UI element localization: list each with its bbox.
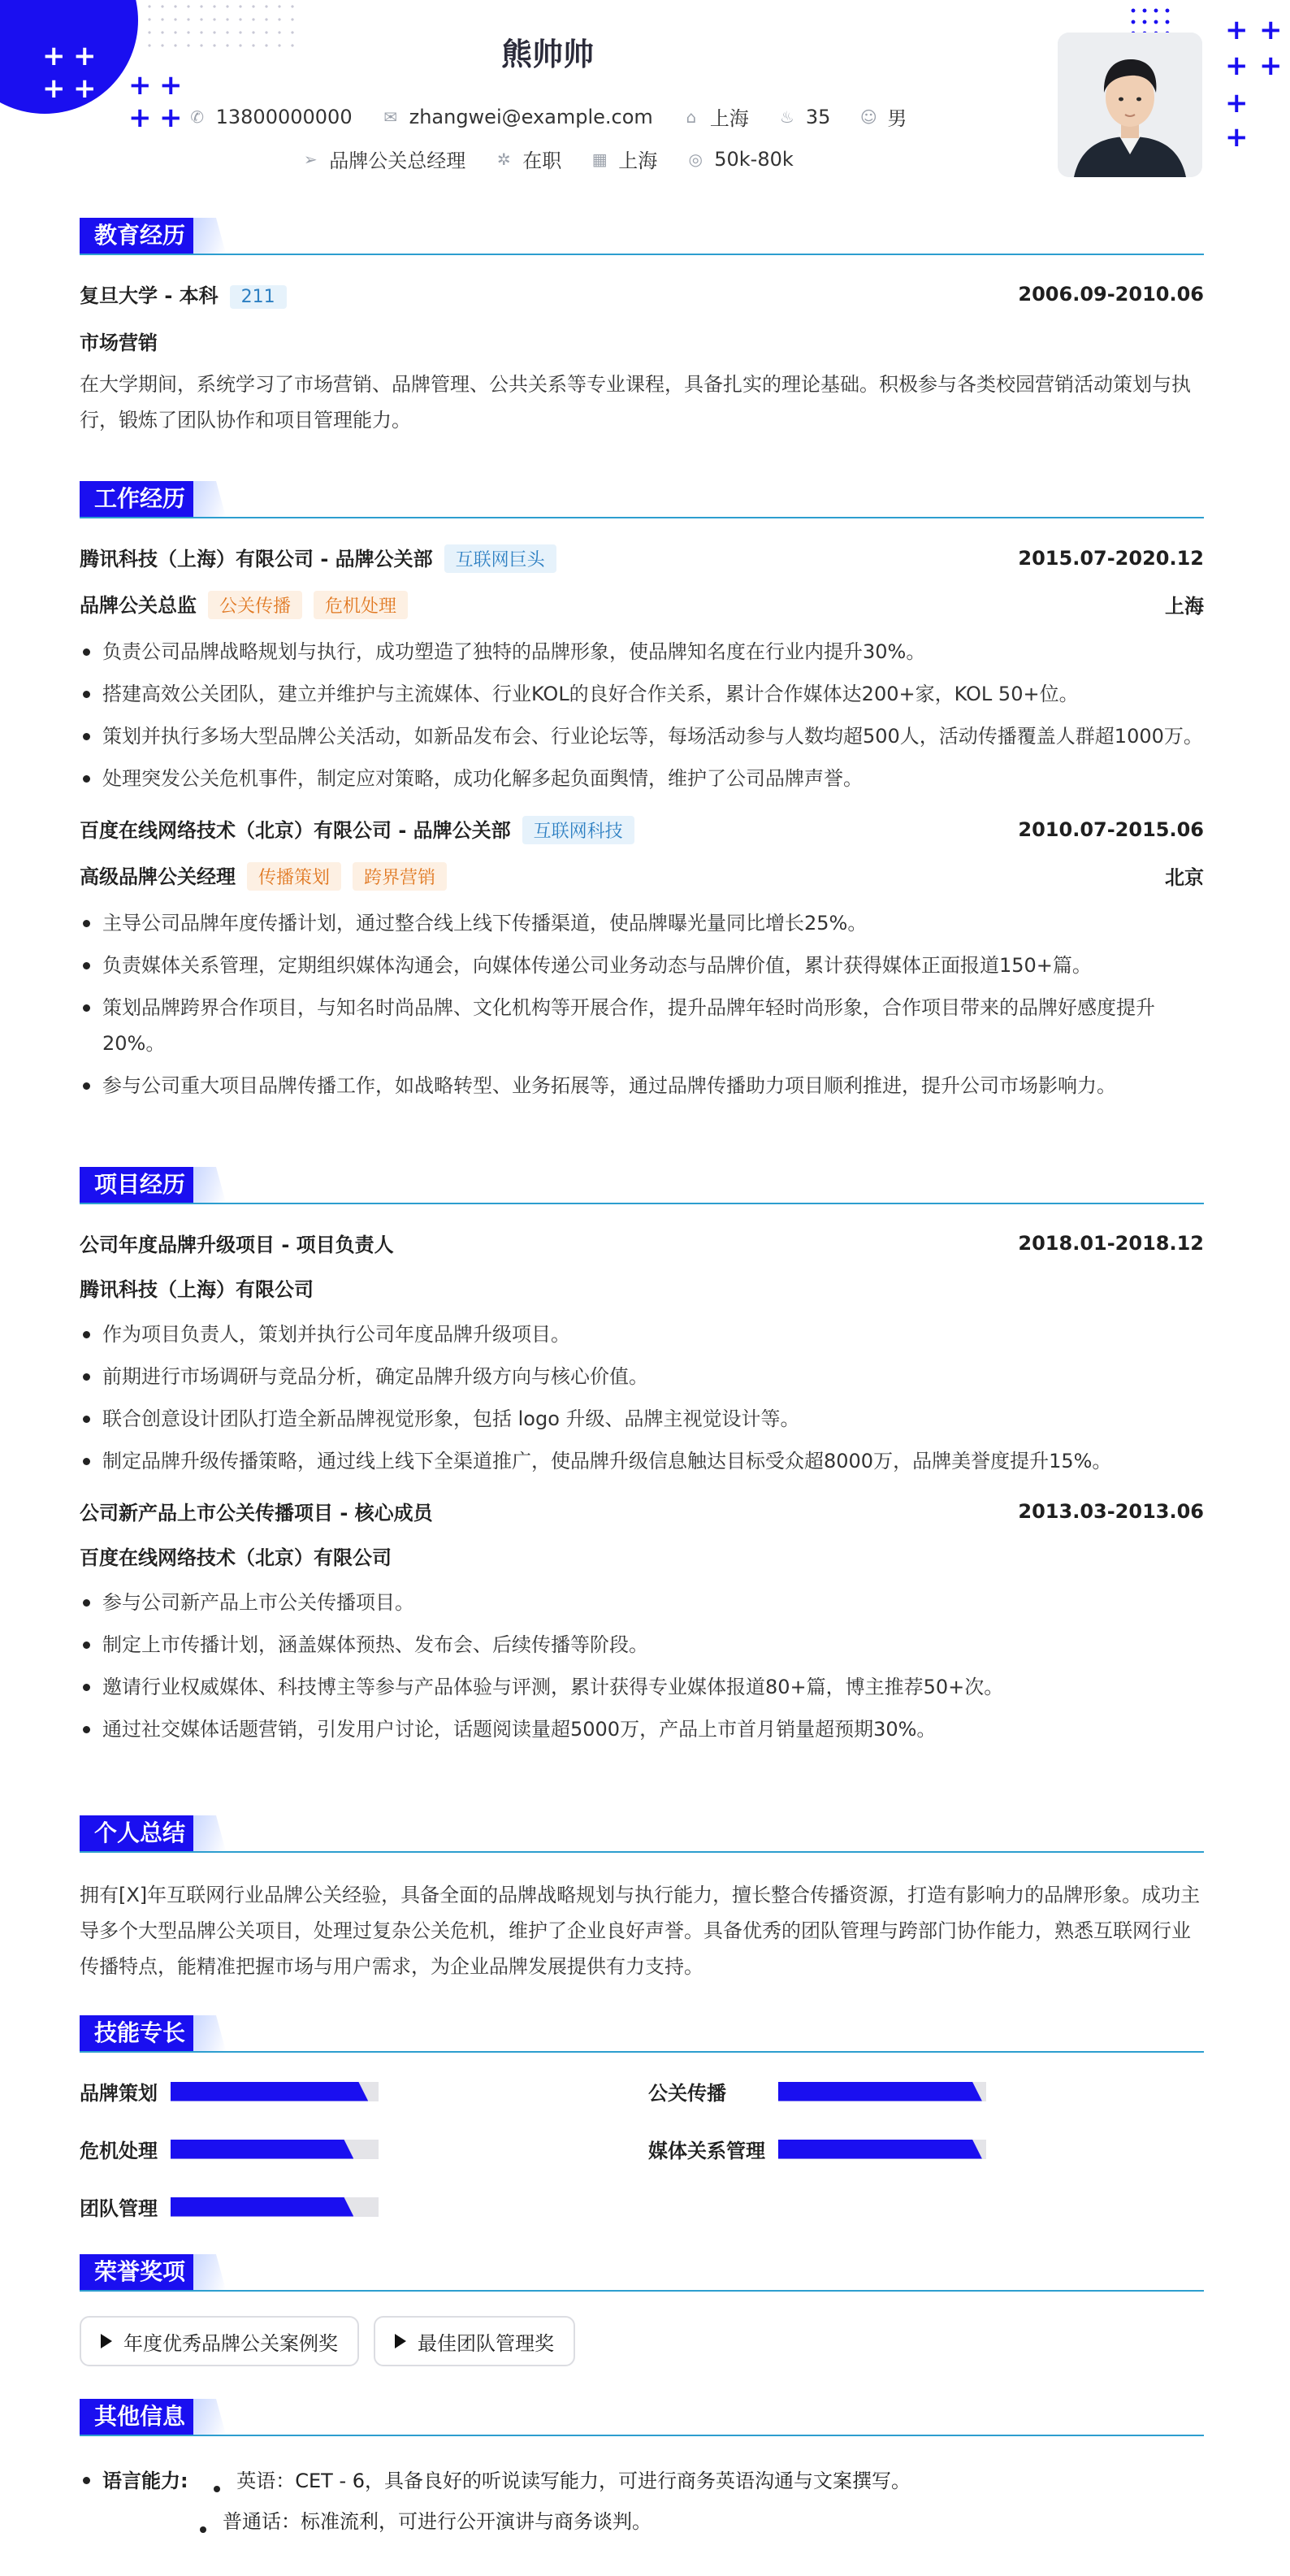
skills-section — [80, 2015, 1204, 2221]
school-tag: 211 — [230, 285, 287, 309]
skill-bar-fill — [171, 2082, 368, 2101]
section-header — [80, 481, 1204, 518]
section-title: 其他信息 — [80, 2399, 200, 2435]
play-icon — [395, 2334, 406, 2348]
language-row — [80, 2501, 1204, 2542]
job-city: 北京 — [1165, 866, 1204, 889]
skill-name: 媒体关系管理 — [648, 2140, 765, 2162]
skill-bar — [778, 2082, 986, 2101]
skill-name: 品牌策划 — [80, 2082, 158, 2105]
contact-city — [682, 102, 749, 131]
company-tag: 互联网科技 — [522, 816, 634, 844]
intent-city — [591, 145, 657, 173]
mail-icon: ✉ — [383, 106, 397, 127]
section-header — [80, 1167, 1204, 1204]
language-row — [80, 2461, 1204, 2501]
plus-icon: + — [73, 72, 97, 105]
list-item: 制定品牌升级传播策略，通过线上线下全渠道推广，使品牌升级信息触达目标受众超8000万，品牌美誉度提升15%。 — [80, 1443, 1204, 1479]
skill-bar — [171, 2082, 379, 2101]
play-icon — [101, 2334, 112, 2348]
list-item: 参与公司重大项目品牌传播工作，如战略转型、业务拓展等，通过品牌传播助力项目顺利推进，提升公司市场影响力。 — [80, 1068, 1204, 1104]
plus-icon: + — [1259, 50, 1283, 82]
section-title: 技能专长 — [80, 2015, 200, 2051]
cake-icon: ♨ — [779, 106, 794, 127]
job-entry — [80, 543, 1204, 796]
section-title-decor — [193, 1815, 226, 1851]
education-section — [80, 218, 1204, 438]
skill-tag: 跨界营销 — [353, 862, 447, 891]
section-title: 工作经历 — [80, 481, 200, 517]
skill-tag: 公关传播 — [208, 591, 302, 619]
job-role: 高级品牌公关经理 — [80, 865, 236, 888]
candidate-name: 熊帅帅 — [500, 37, 594, 72]
plus-icon: + — [42, 72, 66, 105]
job-role-row — [80, 861, 1204, 891]
language-label: 语言能力: — [102, 2470, 188, 2492]
plus-icon: + — [42, 40, 66, 72]
section-title: 个人总结 — [80, 1815, 200, 1851]
gender-text: 男 — [887, 107, 907, 130]
project-header — [80, 1497, 1204, 1525]
award-item — [80, 2316, 359, 2366]
phone-text: 13800000000 — [215, 105, 353, 128]
decor-dots — [1128, 5, 1176, 34]
skill-bar — [171, 2140, 379, 2159]
avatar-icon — [1058, 33, 1202, 177]
plus-icon: + — [1225, 87, 1249, 119]
skill-tag: 危机处理 — [314, 591, 408, 619]
section-title-decor — [193, 2399, 226, 2435]
list-item: 通过社交媒体话题营销，引发用户讨论，话题阅读量超5000万，产品上市首月销量超预期30%。 — [80, 1711, 1204, 1747]
section-header — [80, 2254, 1204, 2292]
company-tag: 互联网巨头 — [444, 544, 556, 573]
plus-icon: + — [73, 40, 97, 72]
contact-age — [778, 102, 831, 131]
skill-bar — [778, 2140, 986, 2159]
list-item: 制定上市传播计划，涵盖媒体预热、发布会、后续传播等阶段。 — [80, 1627, 1204, 1663]
plus-icon: + — [128, 69, 152, 102]
section-title-decor — [193, 2254, 226, 2290]
send-icon: ➢ — [303, 149, 318, 169]
language-item — [204, 2470, 911, 2492]
job-period: 2010.07-2015.06 — [1018, 817, 1204, 841]
age-text: 35 — [805, 105, 831, 128]
award-item — [374, 2316, 575, 2366]
intent-city-text: 上海 — [618, 150, 658, 172]
section-title: 项目经历 — [80, 1167, 200, 1203]
contact-email — [382, 102, 653, 131]
bullet-dot — [200, 2526, 206, 2533]
skill-name: 公关传播 — [648, 2082, 726, 2105]
project-period: 2018.01-2018.12 — [1018, 1231, 1204, 1255]
project-name: 公司年度品牌升级项目 - 项目负责人 — [80, 1234, 394, 1256]
position-text: 品牌公关总经理 — [329, 150, 466, 172]
plus-icon: + — [1225, 14, 1249, 46]
major: 市场营销 — [80, 332, 158, 354]
job-period: 2015.07-2020.12 — [1018, 546, 1204, 570]
section-title: 荣誉奖项 — [80, 2254, 200, 2290]
salary-text: 50k-80k — [714, 147, 794, 171]
job-bullets — [80, 905, 1204, 1104]
list-item: 负责媒体关系管理，定期组织媒体沟通会，向媒体传递公司业务动态与品牌价值，累计获得媒体正面报道150+篇。 — [80, 948, 1204, 983]
summary-section — [80, 1815, 1204, 1984]
project-company: 腾讯科技（上海）有限公司 — [80, 1278, 314, 1301]
intent-salary — [686, 145, 794, 173]
language-text: 英语：CET - 6，具备良好的听说读写能力，可进行商务英语沟通与文案撰写。 — [236, 2470, 911, 2492]
job-bullets — [80, 634, 1204, 796]
project-entry — [80, 1229, 1204, 1479]
language-item — [200, 2510, 651, 2533]
skill-item — [80, 2077, 648, 2105]
plus-icon: + — [1225, 50, 1249, 82]
skill-item — [80, 2192, 648, 2221]
status-icon: ✲ — [496, 149, 511, 169]
job-header — [80, 814, 1204, 844]
section-title-decor — [193, 2015, 226, 2051]
section-title-decor — [193, 218, 226, 254]
skill-bar-fill — [778, 2082, 982, 2101]
section-header — [80, 218, 1204, 255]
work-section — [80, 481, 1204, 1110]
plus-icon: + — [128, 102, 152, 134]
list-item: 联合创意设计团队打造全新品牌视觉形象，包括 logo 升级、品牌主视觉设计等。 — [80, 1401, 1204, 1437]
summary-text: 拥有[X]年互联网行业品牌公关经验，具备全面的品牌战略规划与执行能力，擅长整合传播资源，打造有影响力的品牌形象。成功主导多个大型品牌公关项目，处理过复杂公关危机，维护了企业良好声誉。具备优秀的团队管理与跨部门协作能力，熟悉互联网行业传播特点，能精准把握市场与用户需求，为企业品牌发展提供有力支持。 — [80, 1884, 1201, 1978]
job-entry — [80, 814, 1204, 1104]
education-description: 在大学期间，系统学习了市场营销、品牌管理、公共关系等专业课程，具备扎实的理论基础。积极参与各类校园营销活动策划与执行，锻炼了团队协作和项目管理能力。 — [80, 373, 1191, 432]
list-item: 参与公司新产品上市公关传播项目。 — [80, 1585, 1204, 1620]
skill-bar-fill — [171, 2140, 353, 2159]
education-row — [80, 280, 1204, 309]
job-role-row — [80, 589, 1204, 619]
education-period: 2006.09-2010.06 — [1018, 283, 1204, 306]
award-label: 年度优秀品牌公关案例奖 — [123, 2331, 338, 2355]
job-header — [80, 543, 1204, 573]
salary-icon: ◎ — [688, 149, 703, 169]
list-item: 负责公司品牌战略规划与执行，成功塑造了独特的品牌形象，使品牌知名度在行业内提升30%。 — [80, 634, 1204, 670]
contact-gender — [859, 102, 907, 131]
other-section — [80, 2399, 1204, 2542]
city-text: 上海 — [709, 107, 749, 130]
section-title-decor — [193, 1167, 226, 1203]
project-bullets — [80, 1316, 1204, 1479]
projects-section — [80, 1167, 1204, 1754]
skills-grid — [80, 2077, 1204, 2221]
honors-section — [80, 2254, 1204, 2366]
project-bullets — [80, 1585, 1204, 1747]
award-label: 最佳团队管理奖 — [418, 2331, 554, 2355]
intent-row — [0, 145, 1095, 173]
skill-name: 危机处理 — [80, 2140, 158, 2162]
contact-phone — [188, 102, 353, 131]
email-text: zhangwei@example.com — [409, 105, 653, 128]
job-city: 上海 — [1165, 595, 1204, 618]
project-header — [80, 1229, 1204, 1257]
project-entry — [80, 1497, 1204, 1747]
list-item: 主导公司品牌年度传播计划，通过整合线上线下传播渠道，使品牌曝光量同比增长25%。 — [80, 905, 1204, 941]
skill-name: 团队管理 — [80, 2197, 158, 2220]
job-company: 腾讯科技（上海）有限公司 - 品牌公关部 — [80, 548, 433, 570]
plus-icon: + — [159, 102, 183, 134]
intent-status — [495, 145, 561, 173]
list-item: 搭建高效公关团队，建立并维护与主流媒体、行业KOL的良好合作关系，累计合作媒体达200+家，KOL 50+位。 — [80, 676, 1204, 712]
skill-bar — [171, 2197, 379, 2217]
section-title: 教育经历 — [80, 218, 200, 254]
home-icon: ⌂ — [686, 106, 697, 127]
job-company: 百度在线网络技术（北京）有限公司 - 品牌公关部 — [80, 819, 511, 842]
section-header — [80, 1815, 1204, 1853]
project-company: 百度在线网络技术（北京）有限公司 — [80, 1546, 392, 1569]
bullet-dot — [83, 2477, 90, 2484]
language-text: 普通话：标准流利，可进行公开演讲与商务谈判。 — [223, 2510, 651, 2533]
job-role: 品牌公关总监 — [80, 594, 197, 617]
skill-item — [80, 2135, 648, 2163]
bullet-dot — [214, 2486, 220, 2492]
contact-row — [0, 102, 1095, 134]
plus-icon: + — [1259, 14, 1283, 46]
list-item: 处理突发公关危机事件，制定应对策略，成功化解多起负面舆情，维护了公司品牌声誉。 — [80, 761, 1204, 796]
list-item: 前期进行市场调研与竞品分析，确定品牌升级方向与核心价值。 — [80, 1359, 1204, 1394]
avatar-photo — [1058, 33, 1202, 177]
intent-position — [301, 145, 465, 173]
list-item: 策划品牌跨界合作项目，与知名时尚品牌、文化机构等开展合作，提升品牌年轻时尚形象，合作项目带来的品牌好感度提升20%。 — [80, 990, 1204, 1061]
section-title-decor — [193, 481, 226, 517]
skill-tag: 传播策划 — [247, 862, 341, 891]
awards-list — [80, 2316, 1204, 2366]
phone-icon: ✆ — [190, 106, 204, 127]
skill-item — [648, 2077, 1204, 2105]
building-icon: ▦ — [591, 149, 608, 169]
project-period: 2013.03-2013.06 — [1018, 1499, 1204, 1523]
list-item: 作为项目负责人，策划并执行公司年度品牌升级项目。 — [80, 1316, 1204, 1352]
gender-icon: ☺ — [859, 106, 877, 127]
status-text: 在职 — [522, 150, 562, 172]
plus-icon: + — [159, 69, 183, 102]
section-header — [80, 2399, 1204, 2436]
skill-bar-fill — [171, 2197, 353, 2217]
school-name: 复旦大学 - 本科 — [80, 284, 219, 307]
project-name: 公司新产品上市公关传播项目 - 核心成员 — [80, 1502, 433, 1524]
skill-bar-fill — [778, 2140, 982, 2159]
list-item: 邀请行业权威媒体、科技博主等参与产品体验与评测，累计获得专业媒体报道80+篇，博主推荐50+次。 — [80, 1669, 1204, 1705]
list-item: 策划并执行多场大型品牌公关活动，如新品发布会、行业论坛等，每场活动参与人数均超500人，活动传播覆盖人群超1000万。 — [80, 718, 1204, 754]
plus-icon: + — [1225, 121, 1249, 154]
skill-item — [648, 2135, 1204, 2163]
section-header — [80, 2015, 1204, 2053]
